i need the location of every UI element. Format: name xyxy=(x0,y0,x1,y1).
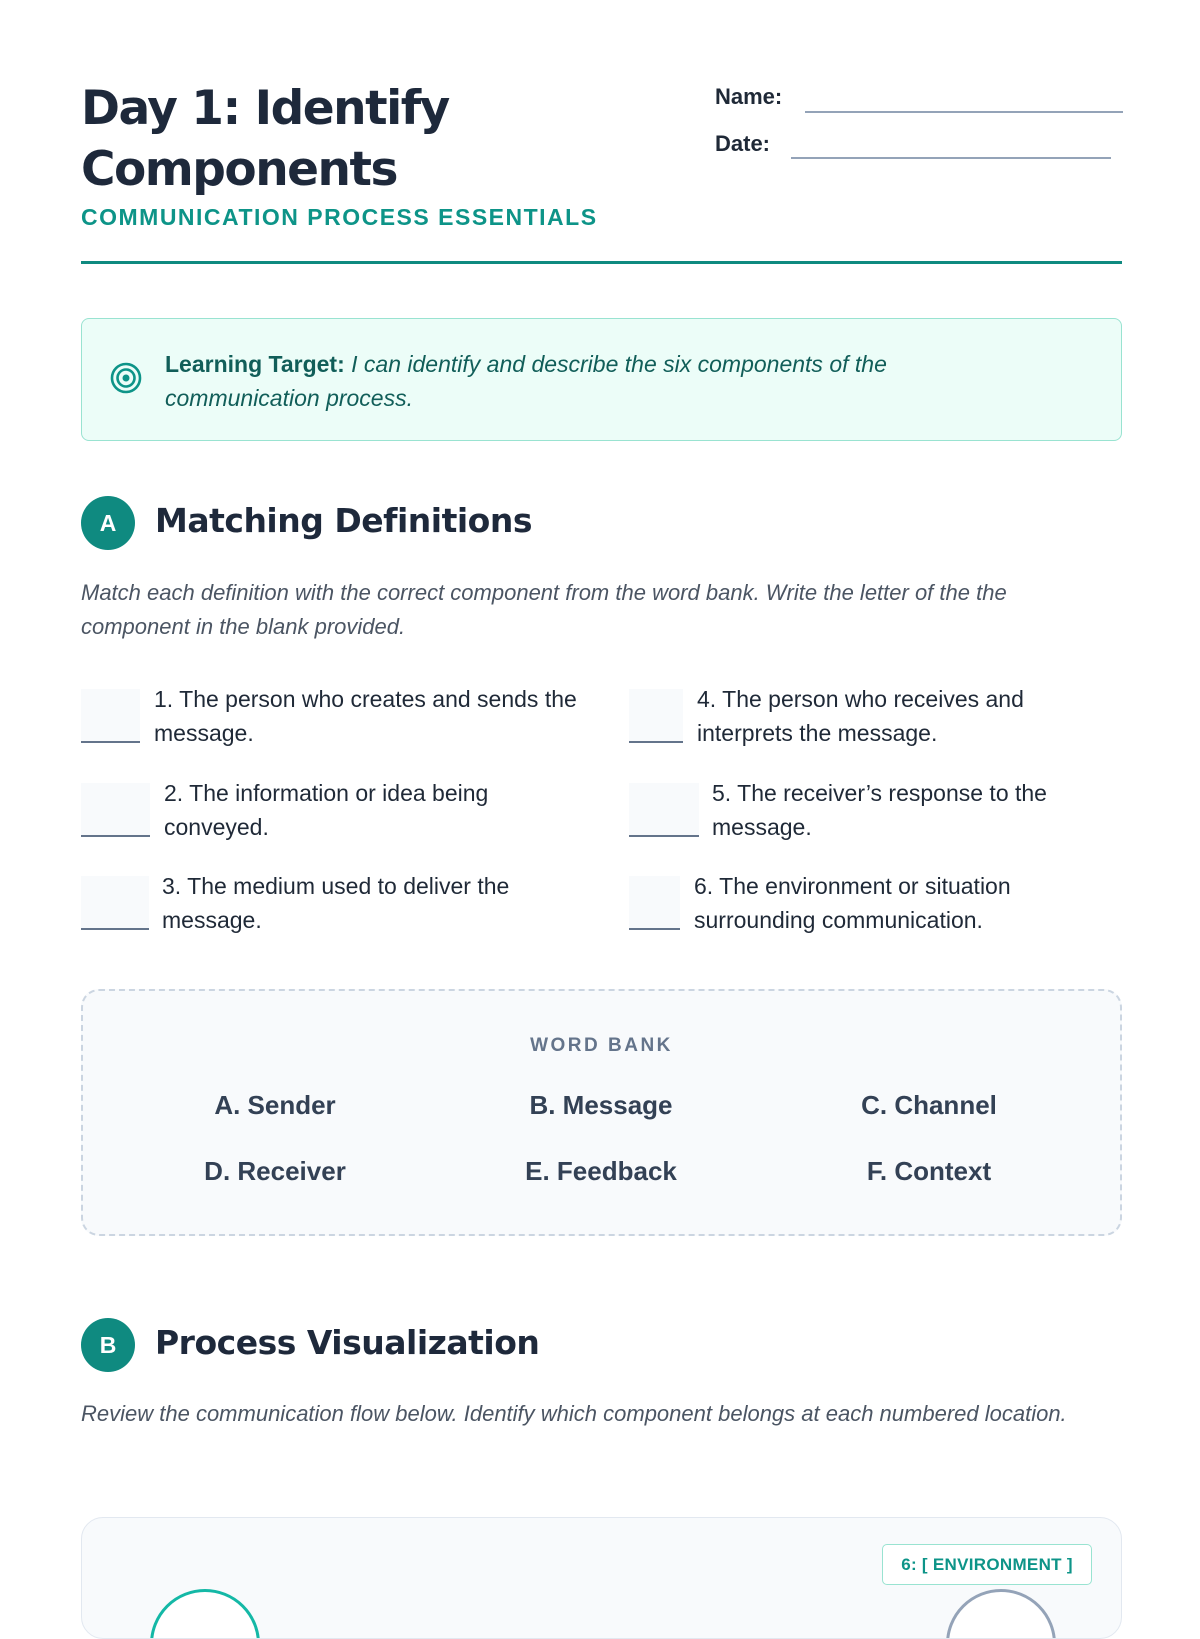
word-bank-item: C. Channel xyxy=(861,1090,997,1120)
word-bank-item: A. Sender xyxy=(214,1090,336,1120)
word-bank xyxy=(81,989,1122,1236)
name-label: Name: xyxy=(715,84,783,109)
definition-item-3: 3. The medium used to deliver the message. xyxy=(162,873,510,933)
receiver-node xyxy=(946,1589,1056,1639)
answer-blank-1[interactable] xyxy=(81,689,140,743)
answer-blank-6[interactable] xyxy=(629,876,680,930)
sender-node xyxy=(150,1589,260,1639)
section-b-badge: B xyxy=(81,1318,135,1372)
date-label: Date: xyxy=(715,131,771,156)
definition-item-6: 6. The environment or situation surrounding communication. xyxy=(694,873,1011,933)
definition-item-4: 4. The person who receives and interprets the message. xyxy=(697,686,1024,746)
section-a-title: Matching Definitions xyxy=(155,501,532,540)
target-icon xyxy=(110,362,142,394)
word-bank-title: WORD BANK xyxy=(530,1035,673,1056)
word-bank-item: F. Context xyxy=(866,1156,992,1186)
word-bank-item: D. Receiver xyxy=(204,1156,346,1186)
definition-item-5: 5. The receiver’s response to the message. xyxy=(712,780,1047,840)
learning-target-text xyxy=(165,347,1045,415)
answer-blank-5[interactable] xyxy=(629,783,699,837)
definition-item-2: 2. The information or idea being conveyed. xyxy=(164,780,489,840)
answer-blank-4[interactable] xyxy=(629,689,683,743)
learning-target-statement: I can identify and describe the six components of the communication process. xyxy=(165,351,887,411)
learning-target-label: Learning Target: xyxy=(165,351,345,377)
section-b-instructions: Review the communication flow below. Identify which component belongs at each numbered location. xyxy=(81,1401,1067,1426)
answer-blank-3[interactable] xyxy=(81,876,149,930)
date-field[interactable] xyxy=(791,157,1111,159)
word-bank-item: B. Message xyxy=(529,1090,673,1120)
answer-blank-2[interactable] xyxy=(81,783,150,837)
section-a-instructions: Match each definition with the correct component from the word bank. Write the letter of the the component in the blank provided. xyxy=(81,580,1007,639)
page-subtitle: COMMUNICATION PROCESS ESSENTIALS xyxy=(81,204,598,230)
process-diagram xyxy=(81,1517,1122,1639)
section-b-title: Process Visualization xyxy=(155,1323,540,1362)
definition-item-1: 1. The person who creates and sends the message. xyxy=(154,686,577,746)
word-bank-item: E. Feedback xyxy=(525,1156,677,1186)
header-divider xyxy=(81,261,1122,264)
section-a-badge: A xyxy=(81,496,135,550)
environment-tag: 6: [ ENVIRONMENT ] xyxy=(882,1544,1092,1585)
page-title: Day 1: Identify Components xyxy=(81,81,449,197)
learning-target-box xyxy=(81,318,1122,441)
name-field[interactable] xyxy=(805,111,1123,113)
